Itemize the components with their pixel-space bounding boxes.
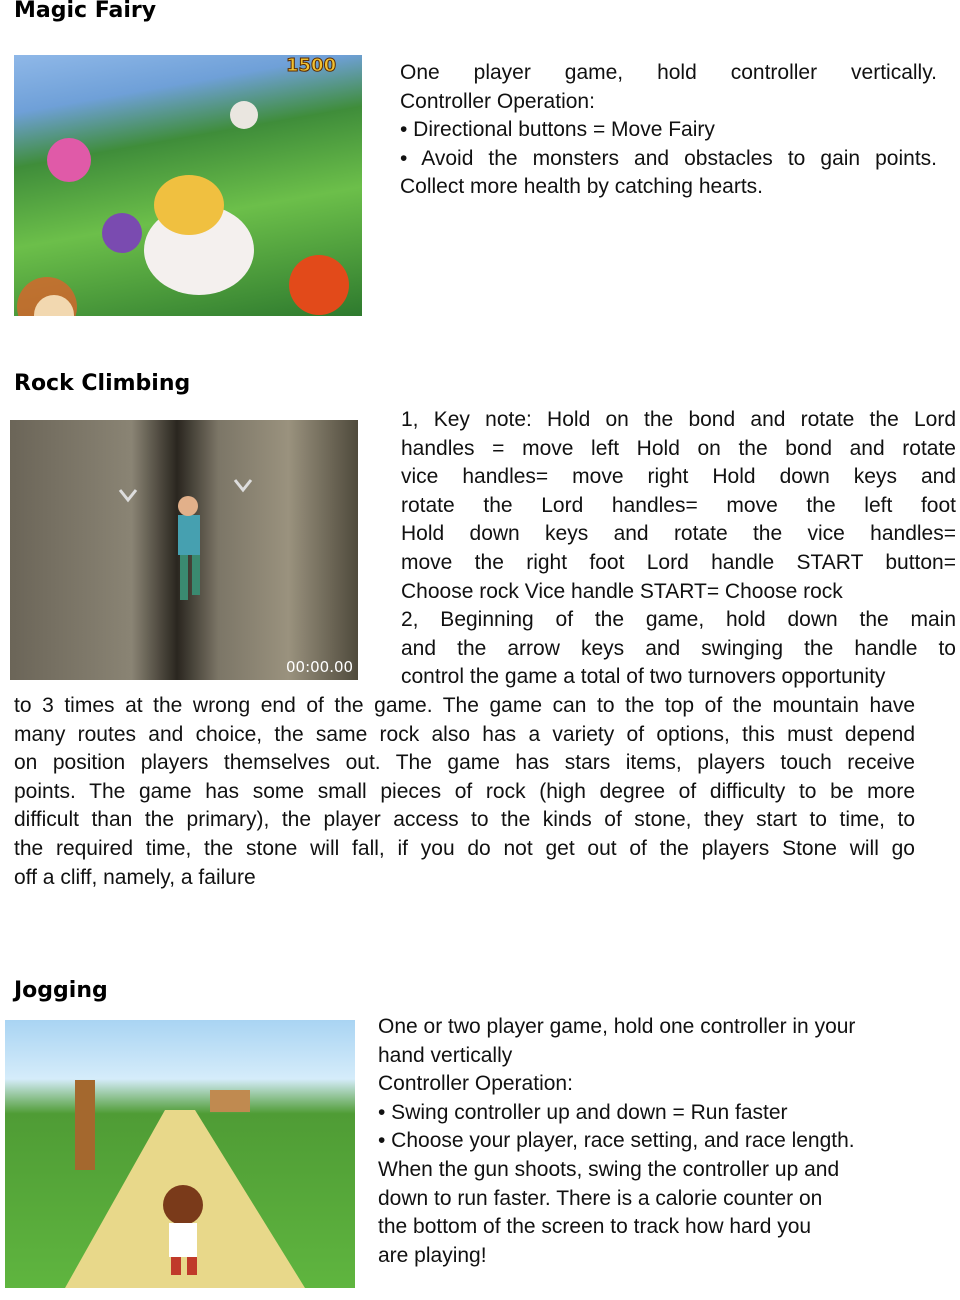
text-line: the required time, the stone will fall, if you do not get out of the players Stone will go xyxy=(14,836,915,860)
text-line: Hold down keys and rotate the vice handles= xyxy=(401,522,956,546)
text-line: Choose rock Vice handle START= Choose rock xyxy=(401,579,843,603)
text-line: to 3 times at the wrong end of the game. The game can to the top of the mountain have xyxy=(14,694,915,717)
text-line: the bottom of the screen to track how hard you xyxy=(378,1215,812,1239)
section-title-jogging: Jogging xyxy=(14,978,108,1003)
magic-fairy-screenshot xyxy=(14,55,362,316)
text-line: move the right foot Lord handle START button= xyxy=(401,550,956,574)
text-line: • Swing controller up and down = Run faster xyxy=(378,1100,788,1124)
magic-fairy-description xyxy=(400,59,937,202)
text-line: on position players themselves out. The game has stars items, players touch receive xyxy=(14,751,915,775)
text-line: • Directional buttons = Move Fairy xyxy=(400,118,715,142)
section-title-magic-fairy: Magic Fairy xyxy=(14,0,157,23)
text-line: points. The game has some small pieces of rock (high degree of difficulty to be more xyxy=(14,779,915,803)
text-line: vice handles= move right Hold down keys and xyxy=(401,465,956,489)
text-line: are playing! xyxy=(378,1243,487,1267)
timer-label: 00:00.00 xyxy=(286,658,354,676)
score-label: 1500 xyxy=(286,55,337,76)
text-line: and the arrow keys and swinging the handle to xyxy=(401,636,956,660)
text-line: 1, Key note: Hold on the bond and rotate the Lord xyxy=(401,408,956,431)
text-line: • Choose your player, race setting, and race length. xyxy=(378,1129,855,1153)
text-line: One player game, hold controller vertically. xyxy=(400,61,937,84)
text-line: One or two player game, hold one controller in your xyxy=(378,1015,856,1038)
text-line: many routes and choice, the same rock also has a variety of options, this must depend xyxy=(14,722,915,746)
text-line: control the game a total of two turnovers opportunity xyxy=(401,665,886,689)
text-line: hand vertically xyxy=(378,1043,513,1067)
text-line: down to run faster. There is a calorie counter on xyxy=(378,1186,823,1210)
text-line: difficult than the primary), the player access to the kinds of stone, they start to time, to xyxy=(14,808,915,832)
text-line: Collect more health by catching hearts. xyxy=(400,175,764,199)
text-line: rotate the Lord handles= move the left foot xyxy=(401,493,956,517)
text-line: handles = move left Hold on the bond and rotate xyxy=(401,436,956,460)
text-line: off a cliff, namely, a failure xyxy=(14,865,256,889)
text-line: 2, Beginning of the game, hold down the main xyxy=(401,608,956,632)
jogging-screenshot xyxy=(5,1020,355,1288)
text-line: • Avoid the monsters and obstacles to gain points. xyxy=(400,146,937,170)
jogging-description xyxy=(378,1013,878,1270)
text-line: Controller Operation: xyxy=(400,89,595,113)
rock-climbing-description xyxy=(14,692,915,892)
text-line: When the gun shoots, swing the controller up and xyxy=(378,1157,840,1181)
rock-climbing-screenshot xyxy=(10,420,358,680)
rock-climbing-instructions xyxy=(401,406,956,692)
section-title-rock-climbing: Rock Climbing xyxy=(14,371,191,396)
text-line: Controller Operation: xyxy=(378,1072,573,1096)
